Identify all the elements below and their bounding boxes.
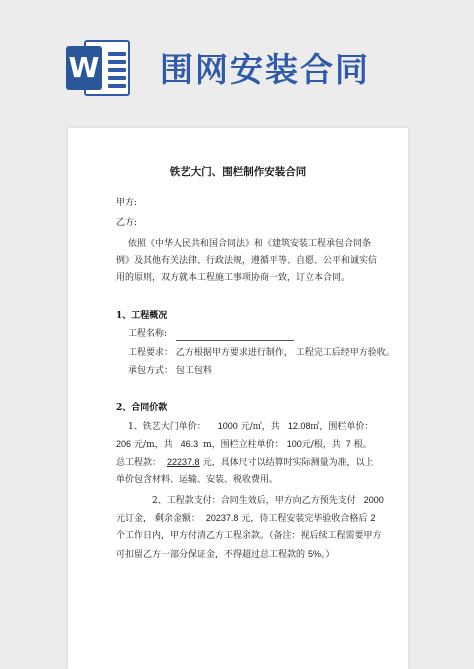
document-page	[68, 128, 408, 669]
contract-mode: 承包方式： 包工包料	[128, 366, 212, 376]
payment-line-2: 元订金， 剩余金额： 20237.8 元，待工程安装完毕验收合格后 2	[116, 513, 376, 524]
intro-line-2: 例》及其他有关法律、行政法规，遵循平等、自愿、公平和诚实信	[116, 256, 378, 266]
gate-price-line: 1、铁艺大门单价： 1000 元/㎡，共 12.08㎡，围栏单价：	[128, 421, 374, 432]
intro-line-1: 依照《中华人民共和国合同法》和《建筑安装工程承包合同条	[128, 239, 372, 249]
section-1-heading: 1、工程概况	[116, 311, 168, 321]
project-requirement: 工程要求： 乙方根据甲方要求进行制作， 工程完工后经甲方验收。	[128, 348, 395, 358]
project-name-label: 工程名称:	[128, 329, 168, 339]
payment-line-3: 个工作日内，甲方付清乙方工程余款。（备注：视后续工程需要甲方	[116, 531, 382, 541]
total-price-line: 总工程款： 22237.8 元，具体尺寸以结算时实际测量为准，以上	[116, 457, 374, 468]
party-b-label: 乙方:	[116, 218, 138, 228]
payment-line-4: 可扣留乙方一部分保证金，不得超过总工程款的 5%。）	[116, 549, 335, 560]
word-icon-letter: W	[66, 46, 102, 90]
banner-title: 围网安装合同	[160, 50, 370, 89]
project-name-blank	[176, 340, 294, 341]
party-a-label: 甲方:	[116, 198, 138, 208]
intro-line-3: 用的原则，双方就本工程施工事项协商一致，订立本合同。	[116, 273, 351, 283]
header-banner	[0, 0, 474, 110]
total-price-note: 单价包含材料、运输、安装、税收费用。	[116, 475, 279, 485]
word-document-icon	[66, 34, 132, 100]
payment-line-1: 2、工程款支付：合同生效后，甲方向乙方预先支付 2000	[152, 495, 384, 506]
document-title: 铁艺大门、围栏制作安装合同	[169, 166, 307, 178]
fence-price-line: 206 元/m，共 46.3 m，围栏立柱单价： 100元/根，共 7 根。	[116, 439, 372, 450]
section-2-heading: 2、合同价款	[116, 403, 168, 413]
